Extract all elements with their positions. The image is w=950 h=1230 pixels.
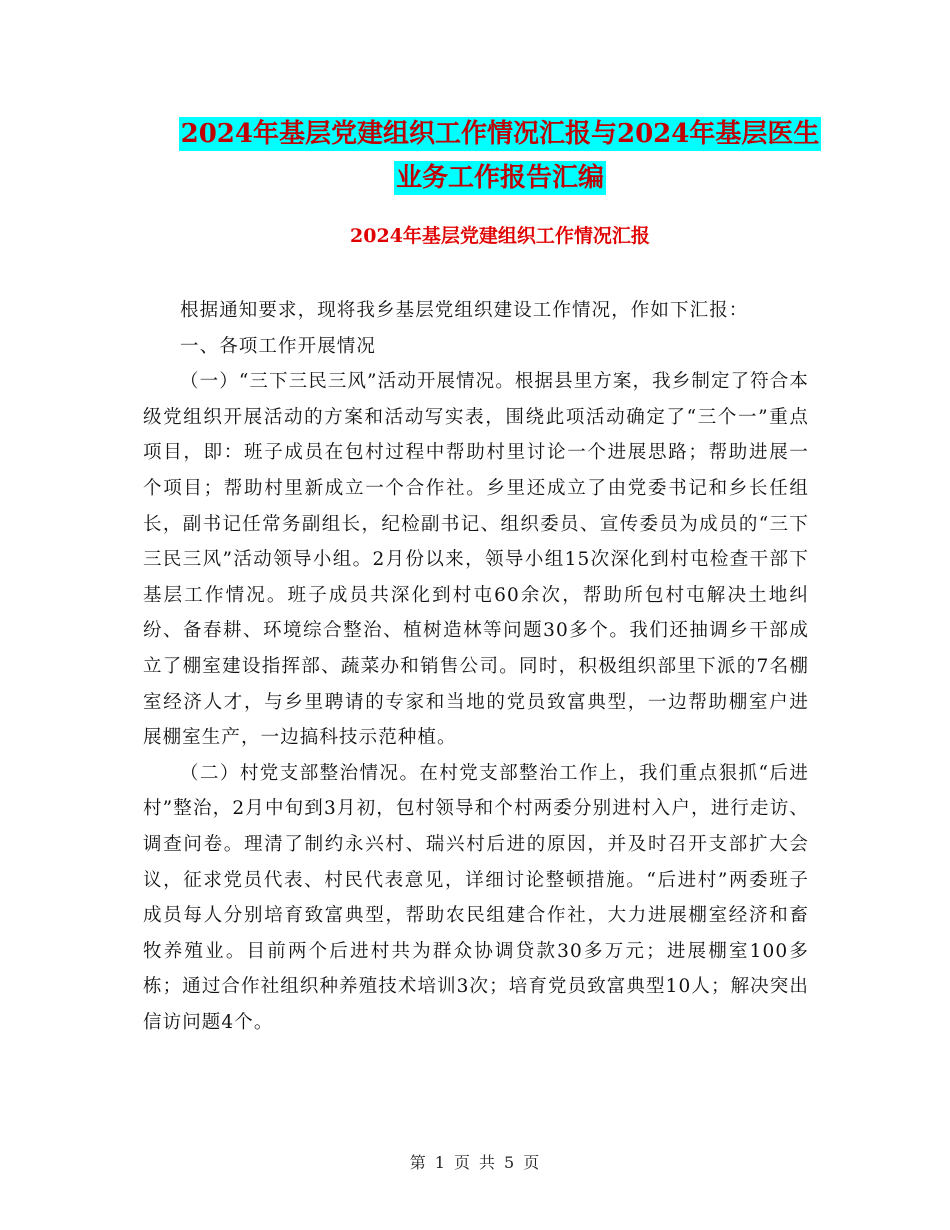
title-line-1: 2024年基层党建组织工作情况汇报与2024年基层医生 — [180, 119, 820, 149]
footer-middle: 页 — [453, 1153, 471, 1172]
paragraph-heading-1: 一、各项工作开展情况 — [180, 335, 377, 357]
footer-total-prefix: 共 — [479, 1153, 497, 1172]
page-footer — [0, 1150, 950, 1173]
document-title — [140, 112, 860, 200]
footer-suffix: 页 — [523, 1153, 541, 1172]
title-line-2: 业务工作报告汇编 — [395, 163, 604, 193]
paragraph-2: （二）村党支部整治情况。在村党支部整治工作上，我们重点狠抓“后进村”整治，2月中旬到3月初，包村领导和个村两委分别进村入户，进行走访、调查问卷。理清了制约永兴村、瑞兴村后进的原因，并及时召开支部扩大会议，征求党员代表、村民代表意见，详细讨论整顿措施。“后进村”两委班子成员每人分别培育致富典型，帮助农民组建合作社，大力进展棚室经济和畜牧养殖业。目前两个后进村共为群众协调贷款30多万元；进展棚室100多栋；通过合作社组织种养殖技术培训3次；培育党员致富典型10人；解决突出信访问题4个。 — [143, 762, 809, 1033]
paragraph-1: （一）“三下三民三风”活动开展情况。根据县里方案，我乡制定了符合本级党组织开展活动的方案和活动写实表，围绕此项活动确定了“三个一”重点项目，即：班子成员在包村过程中帮助村里讨论一个进展思路；帮助进展一个项目；帮助村里新成立一个合作社。乡里还成立了由党委书记和乡长任组长，副书记任常务副组长，纪检副书记、组织委员、宣传委员为成员的“三下三民三风”活动领导小组。2月份以来，领导小组15次深化到村屯检查干部下基层工作情况。班子成员共深化到村屯60余次，帮助所包村屯解决土地纠纷、备春耕、环境综合整治、植树造林等问题30多个。我们还抽调乡干部成立了棚室建设指挥部、蔬菜办和销售公司。同时，积极组织部里下派的7名棚室经济人才，与乡里聘请的专家和当地的党员致富典型，一边帮助棚室户进展棚室生产，一边搞科技示范种植。 — [143, 371, 809, 749]
footer-prefix: 第 — [409, 1153, 427, 1172]
document-body — [143, 293, 809, 1040]
section-title: 2024年基层党建组织工作情况汇报 — [350, 225, 650, 247]
footer-total-pages: 5 — [504, 1153, 516, 1172]
footer-current-page: 1 — [434, 1153, 446, 1172]
paragraph-intro: 根据通知要求，现将我乡基层党组织建设工作情况，作如下汇报： — [180, 300, 749, 321]
